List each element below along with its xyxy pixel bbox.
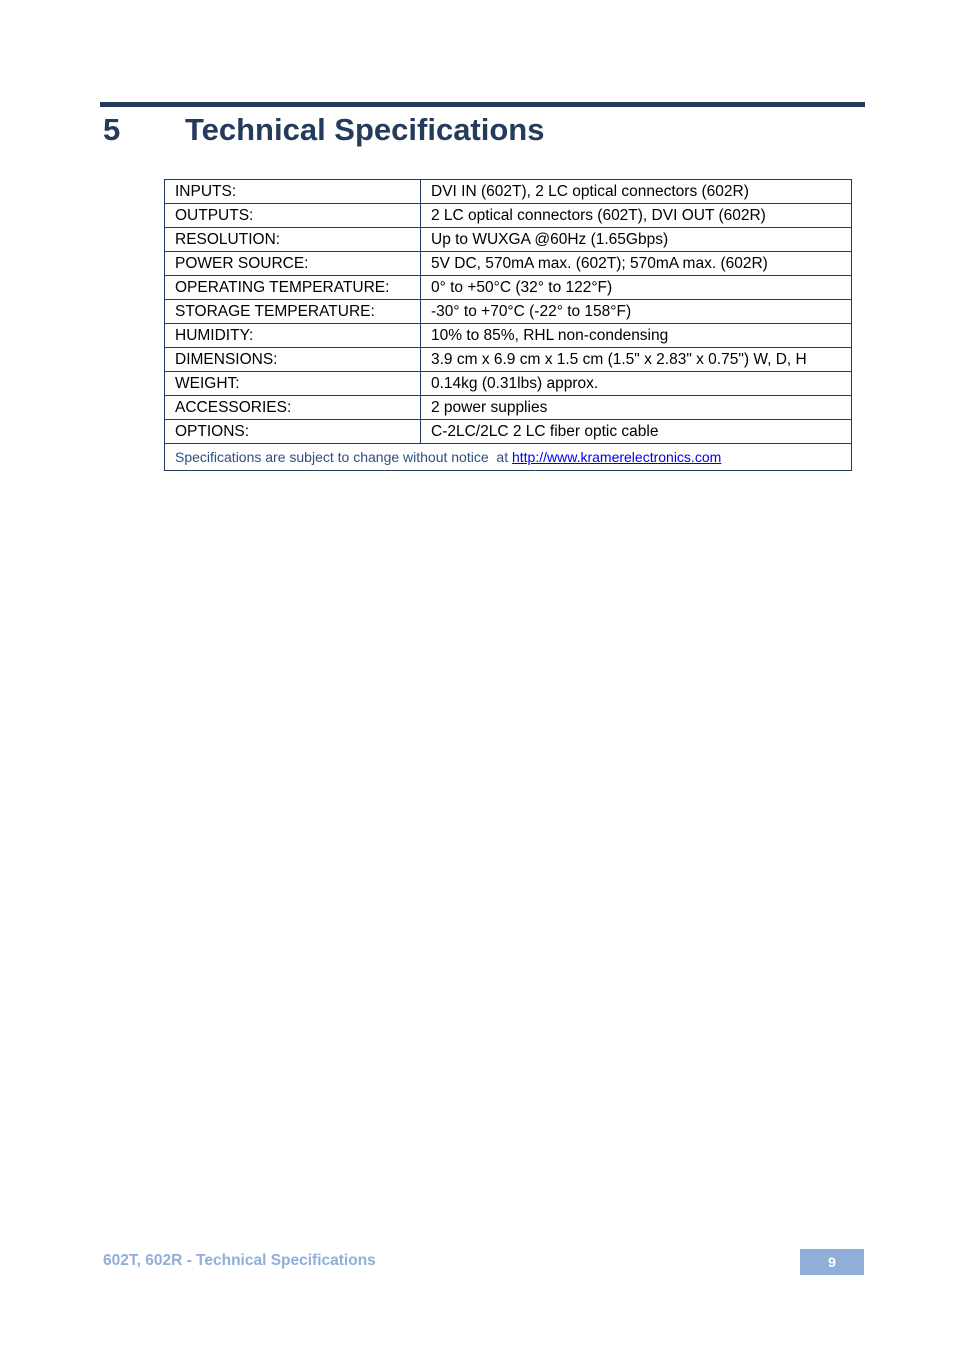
spec-value: -30° to +70°C (-22° to 158°F) <box>421 300 852 324</box>
table-row <box>165 300 852 324</box>
specifications-note <box>165 444 852 471</box>
table-row <box>165 396 852 420</box>
table-row <box>165 204 852 228</box>
spec-label: OUTPUTS: <box>165 204 421 228</box>
section-title: Technical Specifications <box>185 112 545 147</box>
table-row <box>165 228 852 252</box>
page-number-badge <box>800 1249 864 1275</box>
spec-value: C-2LC/2LC 2 LC fiber optic cable <box>421 420 852 444</box>
table-row <box>165 348 852 372</box>
spec-label: POWER SOURCE: <box>165 252 421 276</box>
specifications-table <box>164 179 852 471</box>
section-number: 5 <box>103 112 121 147</box>
heading-rule <box>100 102 865 107</box>
spec-label: OPERATING TEMPERATURE: <box>165 276 421 300</box>
spec-value: 3.9 cm x 6.9 cm x 1.5 cm (1.5" x 2.83" x 0.75") W, D, H <box>421 348 852 372</box>
spec-label: RESOLUTION: <box>165 228 421 252</box>
table-row <box>165 276 852 300</box>
spec-value: 2 LC optical connectors (602T), DVI OUT (602R) <box>421 204 852 228</box>
table-row <box>165 372 852 396</box>
spec-label: HUMIDITY: <box>165 324 421 348</box>
spec-value: 5V DC, 570mA max. (602T); 570mA max. (602R) <box>421 252 852 276</box>
spec-label: WEIGHT: <box>165 372 421 396</box>
spec-value: DVI IN (602T), 2 LC optical connectors (602R) <box>421 180 852 204</box>
kramer-website-link[interactable]: http://www.kramerelectronics.com <box>511 449 722 465</box>
spec-value: 2 power supplies <box>421 396 852 420</box>
spec-value: 0.14kg (0.31lbs) approx. <box>421 372 852 396</box>
section-heading <box>103 110 544 150</box>
table-row <box>165 420 852 444</box>
spec-value: 0° to +50°C (32° to 122°F) <box>421 276 852 300</box>
spec-label: OPTIONS: <box>165 420 421 444</box>
spec-value: Up to WUXGA @60Hz (1.65Gbps) <box>421 228 852 252</box>
table-row <box>165 324 852 348</box>
footer-title: 602T, 602R - Technical Specifications <box>103 1252 376 1269</box>
specifications-note-text: Specifications are subject to change without notice at <box>175 449 512 465</box>
spec-label: STORAGE TEMPERATURE: <box>165 300 421 324</box>
spec-label: INPUTS: <box>165 180 421 204</box>
page-number: 9 <box>828 1254 836 1270</box>
table-row <box>165 180 852 204</box>
spec-label: ACCESSORIES: <box>165 396 421 420</box>
spec-value: 10% to 85%, RHL non-condensing <box>421 324 852 348</box>
specifications-note-row <box>165 444 852 471</box>
spec-label: DIMENSIONS: <box>165 348 421 372</box>
table-row <box>165 252 852 276</box>
